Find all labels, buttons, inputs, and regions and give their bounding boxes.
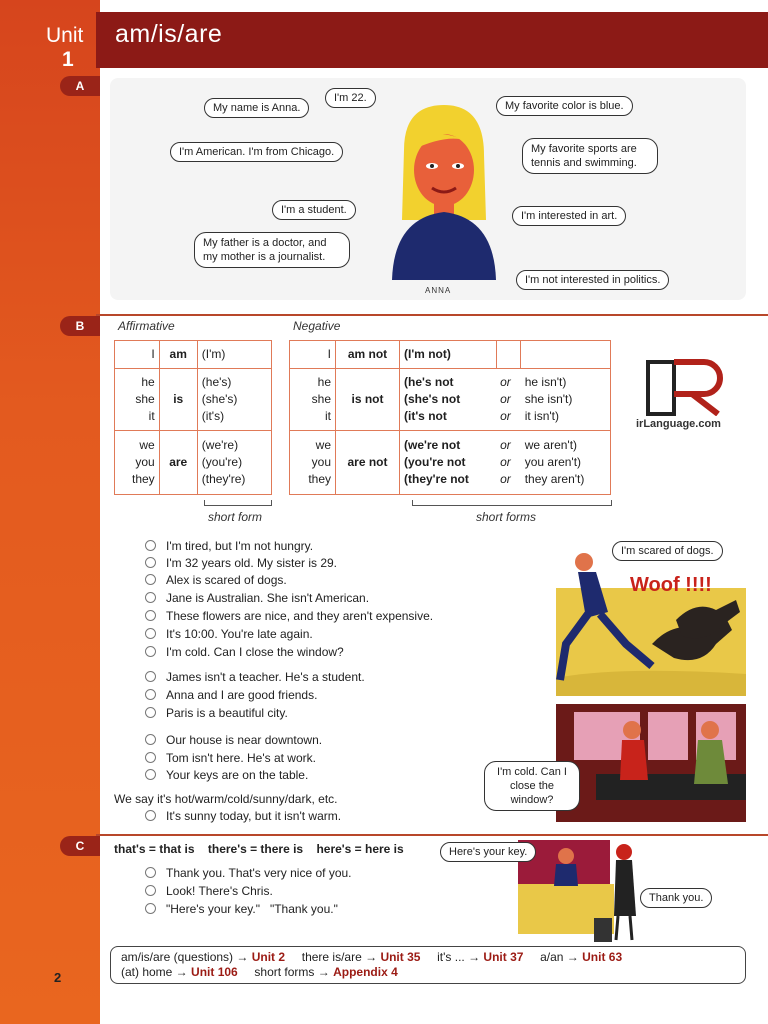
page-title: am/is/are [115, 20, 223, 48]
neg-verb-cell: are not [336, 431, 400, 495]
section-a-tab: A [60, 76, 100, 96]
bubble-sports: My favorite sports are tennis and swimming. [522, 138, 658, 174]
dogs-illustration [556, 548, 746, 696]
woof-text: Woof !!!! [630, 574, 712, 596]
example-item: Anna and I are good friends. [145, 688, 317, 702]
short-form-bracket [204, 500, 272, 506]
radio-icon [145, 689, 156, 700]
bubble-art: I'm interested in art. [512, 206, 626, 226]
unit-link[interactable]: Unit 35 [380, 950, 421, 964]
example-item: It's sunny today, but it isn't warm. [145, 809, 341, 823]
neg-verb-cell: is not [336, 369, 400, 431]
aff-subject-cell: he she it [115, 369, 160, 431]
negative-table [289, 340, 611, 495]
aff-short-cell: (we're) (you're) (they're) [197, 431, 271, 495]
radio-icon [145, 592, 156, 603]
bubble-color: My favorite color is blue. [496, 96, 633, 116]
section-c-divider [96, 834, 768, 836]
radio-icon [145, 707, 156, 718]
unit-number: 1 [62, 48, 74, 71]
neg-short-cell: (I'm not) [400, 341, 497, 369]
logo-text: irLanguage.com [636, 418, 721, 430]
reference-line-2: (at) home → Unit 106 short forms → Appendix 4 [121, 965, 398, 979]
aff-subject-cell: we you they [115, 431, 160, 495]
bubble-student: I'm a student. [272, 200, 356, 220]
radio-icon [145, 574, 156, 585]
example-item: "Here's your key." "Thank you." [145, 902, 338, 916]
anna-illustration [384, 100, 504, 280]
short-form-label: short form [208, 510, 263, 524]
radio-icon [145, 867, 156, 878]
bubble-american: I'm American. I'm from Chicago. [170, 142, 343, 162]
unit-label: Unit [46, 24, 84, 47]
anna-caption: ANNA [425, 286, 452, 295]
bubble-cold: I'm cold. Can I close the window? [484, 761, 580, 811]
unit-label-box [0, 18, 100, 70]
bubble-name: My name is Anna. [204, 98, 309, 118]
aff-short-cell: (I'm) [197, 341, 271, 369]
neg-short-cell: (he's not (she's not (it's not [400, 369, 497, 431]
radio-icon [145, 610, 156, 621]
contractions-line: that's = that is there's = there is here's = here is [114, 842, 404, 856]
bubble-father: My father is a doctor, and my mother is a journalist. [194, 232, 350, 268]
radio-icon [145, 646, 156, 657]
aff-verb-cell: are [159, 431, 197, 495]
example-item: It's 10:00. You're late again. [145, 627, 313, 641]
neg-short2-cell: he isn't) she isn't) it isn't) [521, 369, 611, 431]
aff-short-cell: (he's) (she's) (it's) [197, 369, 271, 431]
example-item: Tom isn't here. He's at work. [145, 751, 316, 765]
radio-icon [145, 734, 156, 745]
neg-short2-cell [521, 341, 611, 369]
example-item: Jane is Australian. She isn't American. [145, 591, 369, 605]
left-orange-band [0, 0, 100, 1024]
example-item: Thank you. That's very nice of you. [145, 866, 352, 880]
example-item: Alex is scared of dogs. [145, 573, 287, 587]
affirmative-label: Affirmative [118, 319, 175, 333]
unit-link[interactable]: Unit 63 [582, 950, 623, 964]
neg-subject-cell: I [290, 341, 336, 369]
page-number: 2 [54, 970, 62, 985]
bubble-age: I'm 22. [325, 88, 376, 108]
radio-icon [145, 557, 156, 568]
radio-icon [145, 810, 156, 821]
example-item: I'm 32 years old. My sister is 29. [145, 556, 337, 570]
radio-icon [145, 885, 156, 896]
aff-verb-cell: is [159, 369, 197, 431]
bubble-thanks: Thank you. [640, 888, 712, 908]
neg-or-cell: or or or [496, 431, 521, 495]
example-item: I'm cold. Can I close the window? [145, 645, 344, 659]
example-item: Paris is a beautiful city. [145, 706, 288, 720]
section-c-tab: C [60, 836, 100, 856]
appendix-link[interactable]: Appendix 4 [333, 965, 398, 979]
section-b-divider [96, 314, 768, 316]
negative-label: Negative [293, 319, 341, 333]
example-item: Look! There's Chris. [145, 884, 273, 898]
short-forms-label: short forms [476, 510, 537, 524]
neg-short2-cell: we aren't) you aren't) they aren't) [521, 431, 611, 495]
example-item: Your keys are on the table. [145, 768, 308, 782]
radio-icon [145, 671, 156, 682]
unit-link[interactable]: Unit 106 [191, 965, 238, 979]
cross-reference-box [110, 946, 746, 984]
radio-icon [145, 628, 156, 639]
example-item: I'm tired, but I'm not hungry. [145, 539, 313, 553]
radio-icon [145, 540, 156, 551]
reference-line-1: am/is/are (questions) → Unit 2 there is/are → Unit 35 it's ... → Unit 37 a/an → Unit 63 [121, 950, 623, 964]
example-item: James isn't a teacher. He's a student. [145, 670, 365, 684]
aff-verb-cell: am [159, 341, 197, 369]
we-say-note: We say it's hot/warm/cold/sunny/dark, etc. [114, 792, 338, 806]
bubble-key: Here's your key. [440, 842, 536, 862]
short-forms-bracket [412, 500, 612, 506]
neg-subject-cell: we you they [290, 431, 336, 495]
unit-link[interactable]: Unit 37 [483, 950, 524, 964]
neg-or-cell: or or or [496, 369, 521, 431]
neg-verb-cell: am not [336, 341, 400, 369]
window-illustration [556, 704, 746, 822]
radio-icon [145, 769, 156, 780]
irlanguage-logo [640, 350, 732, 416]
neg-or-cell [496, 341, 521, 369]
radio-icon [145, 752, 156, 763]
radio-icon [145, 903, 156, 914]
example-item: These flowers are nice, and they aren't expensive. [145, 609, 433, 623]
aff-subject-cell: I [115, 341, 160, 369]
unit-link[interactable]: Unit 2 [251, 950, 286, 964]
neg-subject-cell: he she it [290, 369, 336, 431]
section-b-tab: B [60, 316, 100, 336]
bubble-scared: I'm scared of dogs. [612, 541, 723, 561]
affirmative-table [114, 340, 272, 495]
example-item: Our house is near downtown. [145, 733, 322, 747]
bubble-politics: I'm not interested in politics. [516, 270, 669, 290]
neg-short-cell: (we're not (you're not (they're not [400, 431, 497, 495]
